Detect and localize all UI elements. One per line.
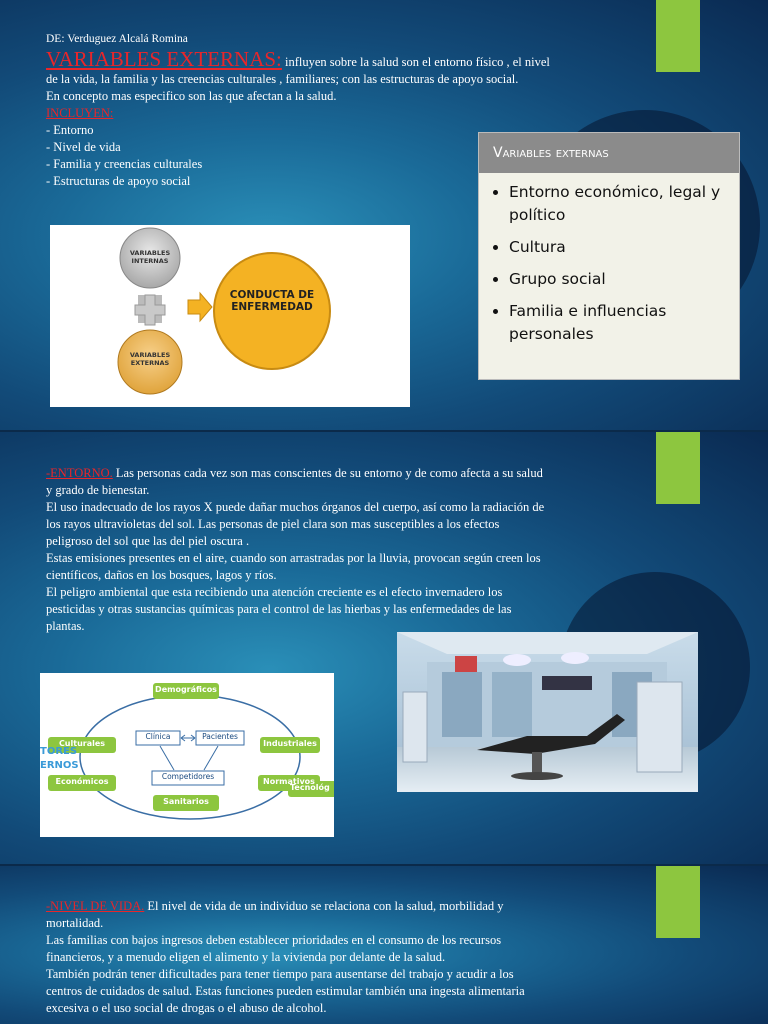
paragraph-line: peligroso del sol que las del piel oscura . <box>46 534 250 548</box>
factor-label: Sanitarios <box>163 797 209 806</box>
entorno-paragraph <box>46 465 636 635</box>
paragraph-line: financieros, y a menudo eligen el alimento y la vivienda por delante de la salud. <box>46 950 446 964</box>
factor-label: Tecnológ <box>290 783 330 792</box>
accent-bar <box>656 0 700 72</box>
side-label <box>40 745 79 773</box>
card-title: Variables externas <box>479 133 739 173</box>
factor-label: Demográficos <box>155 685 217 694</box>
list-item: - Nivel de vida <box>46 140 121 154</box>
factor-label: Industriales <box>263 739 317 748</box>
paragraph-line: El uso inadecuado de los rayos X puede dañar muchos órganos del cuerpo, así como la radiación de <box>46 500 545 514</box>
card-item: • Familia e influencias personales <box>509 300 739 346</box>
paragraph-line: Estas emisiones presentes en el aire, cuando son arrastradas por la lluvia, provocan según creen los <box>46 551 541 565</box>
paragraph-line: El nivel de vida de un individuo se relaciona con la salud, morbilidad y <box>144 899 504 913</box>
factor-label: Económicos <box>55 777 109 786</box>
arrow-icon <box>160 746 218 770</box>
card-item: • Grupo social <box>509 268 739 291</box>
patients-label: Pacientes <box>202 732 238 741</box>
paragraph-line: El peligro ambiental que esta recibiendo una atención creciente es el efecto invernadero los <box>46 585 503 599</box>
paragraph-line: plantas. <box>46 619 85 633</box>
paragraph-line: científicos, daños en los bosques, lagos y ríos. <box>46 568 277 582</box>
author-line: DE: Verduguez Alcalá Romina <box>46 33 188 45</box>
entorno-label: -ENTORNO. <box>46 466 113 480</box>
slide-2 <box>0 432 768 864</box>
paragraph-line: y grado de bienestar. <box>46 483 150 497</box>
factors-svg <box>40 673 334 837</box>
operating-room-illustration <box>397 632 698 792</box>
nivel-paragraph <box>46 898 636 1017</box>
paragraph-line: mortalidad. <box>46 916 104 930</box>
factors-diagram <box>40 673 334 837</box>
factor-label: Culturales <box>58 739 106 748</box>
paragraph-line: pesticidas y otras sustancias químicas para el control de las hierbas y las enfermedades de las <box>46 602 512 616</box>
intro-line-3: En concepto mas especifico son las que afectan a la salud. <box>46 89 337 103</box>
list-item: - Estructuras de apoyo social <box>46 174 191 188</box>
accent-bar <box>656 866 700 938</box>
internal-label: VARIABLES INTERNAS <box>129 249 171 265</box>
card-list <box>479 181 739 346</box>
paragraph-line: excesiva o el uso social de drogas o el abuso de alcohol. <box>46 1001 327 1015</box>
list-item: - Entorno <box>46 123 94 137</box>
paragraph-line: Las familias con bajos ingresos deben establecer prioridades en el consumo de los recursos <box>46 933 502 947</box>
arrow-right-icon <box>188 293 212 321</box>
paragraph-line: Las personas cada vez son mas conscientes de su entorno y de como afecta a su salud <box>112 466 543 480</box>
includes-label: INCLUYEN: <box>46 106 114 120</box>
paragraph-line: centros de cuidados de salud. Estas funciones pueden estimular también una ingesta alimentaria <box>46 984 525 998</box>
card-item: • Cultura <box>509 236 739 259</box>
heading-rest: influyen sobre la salud son el entorno físico , el nivel <box>281 55 550 69</box>
slide-1 <box>0 0 768 430</box>
heading: VARIABLES EXTERNAS: <box>46 47 282 71</box>
nivel-label: -NIVEL DE VIDA. <box>46 899 145 913</box>
operating-room-photo <box>397 632 698 792</box>
factor-label: Normativos <box>263 777 315 786</box>
paragraph-line: También podrán tener dificultades para tener tiempo para ausentarse del trabajo y acudir a los <box>46 967 514 981</box>
slide-3 <box>0 866 768 1024</box>
result-label: CONDUCTA DE ENFERMEDAD <box>229 289 315 313</box>
external-label: VARIABLES EXTERNAS <box>129 351 171 367</box>
clinic-label: Clínica <box>145 732 171 741</box>
card-item: • Entorno económico, legal y político <box>509 181 739 227</box>
variables-card <box>478 132 740 380</box>
behavior-diagram <box>50 225 410 407</box>
paragraph-line: los rayos ultravioletas del sol. Las personas de piel clara son mas susceptibles a los efectos <box>46 517 500 531</box>
accent-bar <box>656 432 700 504</box>
intro-line-2: de la vida, la familia y las creencias culturales , familiares; con las estructuras de apoyo social. <box>46 72 519 86</box>
side-label-1: TORES <box>40 746 78 757</box>
side-label-2: ERNOS <box>40 760 79 771</box>
double-arrow-icon <box>181 735 195 741</box>
behavior-diagram-svg <box>50 225 410 407</box>
list-item: - Familia y creencias culturales <box>46 157 203 171</box>
competitors-label: Competidores <box>161 772 215 781</box>
